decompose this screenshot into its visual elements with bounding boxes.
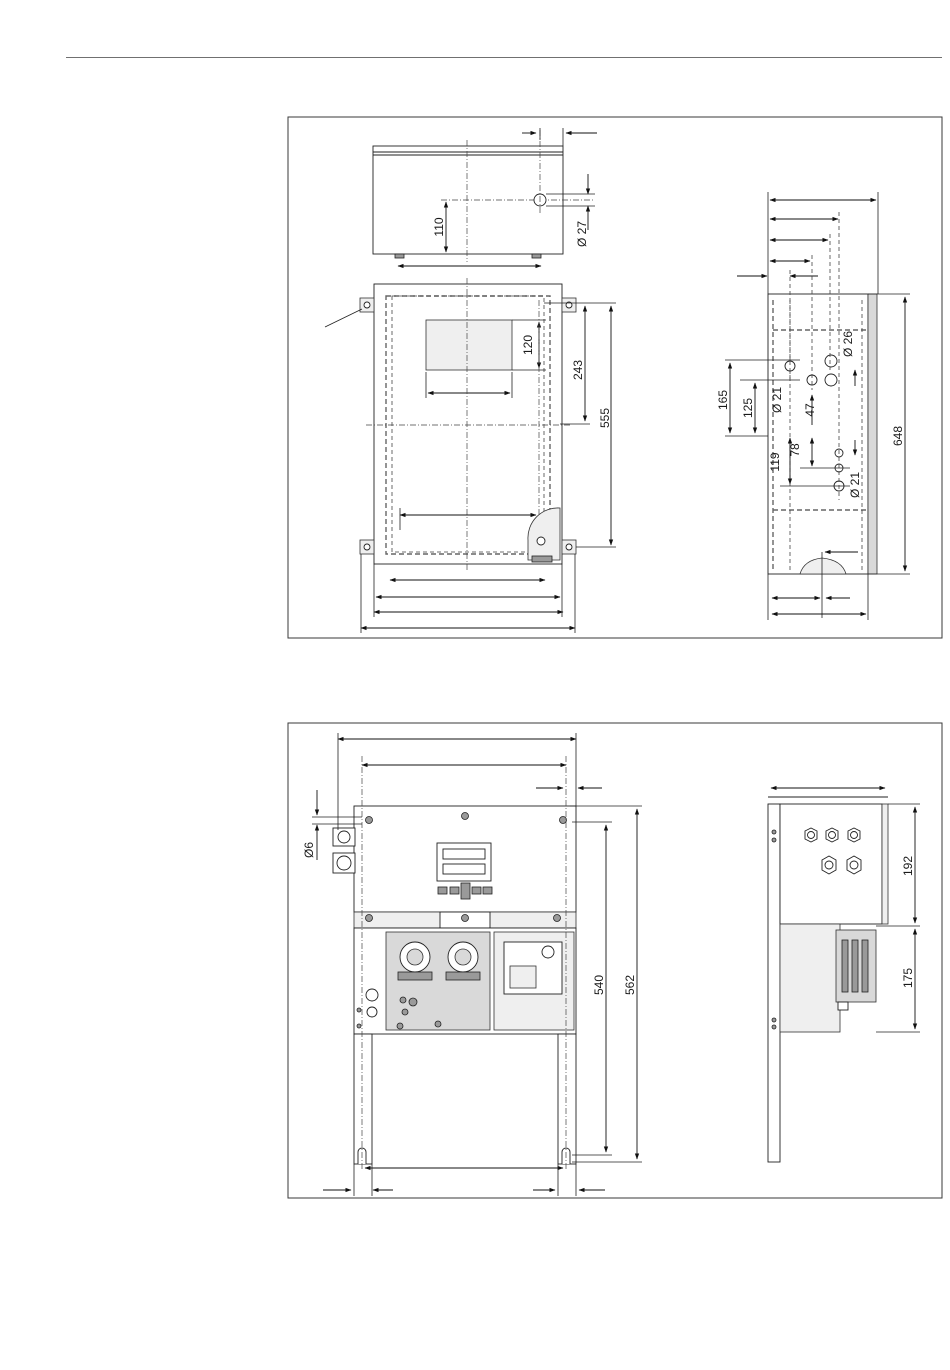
label-125: 125: [741, 397, 755, 419]
label-555: 555: [598, 407, 612, 429]
leg-right: [558, 1034, 576, 1164]
panel-side-view: [768, 788, 920, 1162]
leg-left: [354, 1034, 372, 1164]
label-diameter-27: Ø 27: [575, 220, 589, 248]
label-diameter-26: Ø 26: [841, 330, 855, 358]
top-figure: [288, 117, 942, 638]
housing-front-view: [325, 278, 616, 633]
label-47: 47: [803, 403, 817, 417]
label-diameter-6: Ø6: [302, 841, 316, 859]
label-192: 192: [901, 855, 915, 877]
label-562: 562: [623, 974, 637, 996]
label-165: 165: [716, 389, 730, 411]
label-540: 540: [592, 974, 606, 996]
label-243: 243: [571, 359, 585, 381]
housing-top-view: [373, 128, 597, 266]
label-diameter-21-upper: Ø 21: [770, 386, 784, 414]
panel-front-view: [302, 733, 642, 1196]
label-110: 110: [432, 217, 446, 237]
label-120: 120: [521, 334, 535, 356]
label-648: 648: [891, 425, 905, 447]
label-78: 78: [788, 443, 802, 457]
housing-side-view: [716, 192, 910, 620]
display-window: [426, 320, 512, 370]
label-diameter-21-lower: Ø 21: [848, 471, 862, 499]
label-119: 119: [768, 452, 782, 472]
bottom-figure: [288, 723, 942, 1198]
label-175: 175: [901, 967, 915, 989]
